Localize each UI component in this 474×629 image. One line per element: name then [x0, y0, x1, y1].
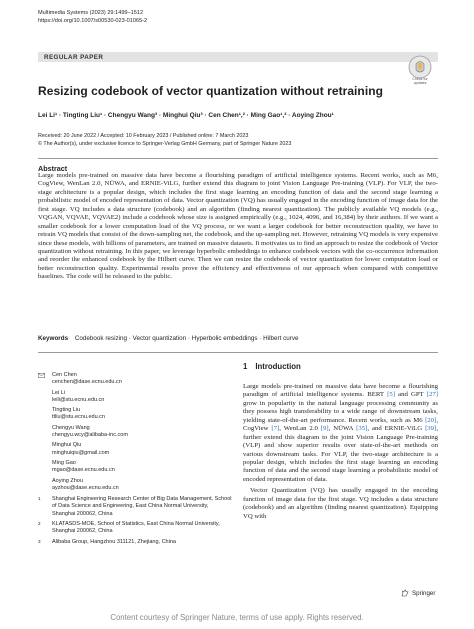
affiliation-text: KLATASDS-MOE, School of Statistics, East China Normal University, Shanghai 200062, China — [52, 521, 220, 535]
citation-link[interactable]: [27] — [426, 391, 438, 399]
citation-link[interactable]: [35] — [356, 425, 368, 433]
text-run: and GPT — [394, 391, 427, 399]
text-run: , CogView — [243, 416, 438, 433]
intro-paragraph — [243, 383, 438, 484]
received-dates: Received: 20 June 2022 / Accepted: 10 February 2023 / Published online: 7 March 2023 — [38, 133, 249, 139]
affiliation-number: 1 — [38, 496, 41, 502]
contact-email[interactable]: mgao@dase.ecnu.edu.cn — [52, 467, 115, 474]
contact-email[interactable]: ayzhou@dase.ecnu.edu.cn — [52, 484, 119, 491]
contact-email[interactable]: minghuiqiu@gmail.com — [52, 449, 110, 456]
affiliation — [38, 539, 233, 546]
copyright-line: © The Author(s), under exclusive licence to Springer-Verlag GmbH Germany, part of Springer Nature 2023 — [38, 141, 292, 147]
springer-horse-icon — [401, 589, 409, 597]
contact-email[interactable]: cenchen@dase.ecnu.edu.cn — [52, 379, 122, 386]
contact-email[interactable]: leili@stu.ecnu.edu.cn — [52, 396, 105, 403]
divider — [38, 352, 438, 353]
contact-item — [52, 460, 233, 475]
publication-dates — [38, 132, 291, 148]
citation-link[interactable]: [39] — [425, 425, 437, 433]
author-contacts — [38, 372, 233, 549]
contact-list — [38, 372, 233, 492]
text-run: , further extend this diagram to the joint Vision Language Pre-training (VLP) and show superior results over state-of-the-art methods on various downstream tasks. For VLP, the two-stage architecture is a popular design, which includes the first stage learning an encoding function of data and the second stage learning a probabilistic model of encoded representation of data. — [243, 425, 438, 483]
contact-item — [52, 372, 233, 387]
paper-title: Resizing codebook of vector quantization without retraining — [38, 84, 383, 98]
contact-item — [52, 407, 233, 422]
contact-name: Tingting Liu — [52, 407, 81, 414]
author-list: Lei Li¹ · Tingting Liu¹ · Chengyu Wang³ · Minghui Qiu³ · Cen Chen¹,² · Ming Gao¹,² · Aoying Zhou¹ — [38, 112, 334, 119]
publisher-name: Springer — [412, 589, 436, 597]
abstract-heading: Abstract — [38, 164, 68, 173]
affiliation-number: 3 — [38, 538, 41, 544]
section-number: 1 — [243, 362, 248, 371]
section-title: Introduction — [255, 362, 301, 371]
citation-link[interactable]: [5] — [387, 391, 395, 399]
contact-item — [52, 390, 233, 405]
text-run: , and ERNIE-ViLG — [367, 425, 426, 433]
contact-item — [52, 442, 233, 457]
affiliation-number: 2 — [38, 521, 41, 527]
badge-line-2: updates — [413, 81, 427, 86]
contact-name: Chengyu Wang — [52, 424, 90, 431]
contact-name: Lei Li — [52, 389, 66, 396]
journal-info — [38, 10, 147, 25]
intro-paragraph: Vector Quantization (VQ) has usually engaged in the encoding function of image data for the first stage. VQ includes a data structure (codebook) and an algorithm (finding nearest quantization). Equipping VQ with — [243, 487, 438, 520]
text-run: , NÜWA — [328, 425, 357, 433]
contact-item — [52, 478, 233, 493]
text-run: Large models pre-trained on massive data have become a flourishing paradigm of artificial intelligence systems. BERT — [243, 383, 438, 399]
paper-type-label: REGULAR PAPER — [44, 53, 104, 61]
keywords-label: Keywords — [38, 335, 69, 342]
keywords — [38, 335, 299, 342]
envelope-icon — [38, 373, 45, 378]
publisher-mark — [401, 589, 435, 597]
text-run: grow in popularity in the natural language processing community as they possess high transferability to a wide range of downstream tasks, yielding state-of-the-art performance. Recent works, such as M6 — [243, 399, 438, 424]
doi-link[interactable]: https://doi.org/10.1007/s00530-023-01065-2 — [38, 17, 148, 24]
citation-link[interactable]: [9] — [320, 425, 329, 433]
contact-name: Aoying Zhou — [52, 477, 83, 484]
abstract-text: Large models pre-trained on massive data have become a flourishing paradigm of artificial intelligence systems. Recent works, such as M6, CogView, WenLan 2.0, NÜWA, and ERNIE-ViLG, further extend this diagram to joint Vision Language Pre-training (VLP). For VLP, the two-stage architecture is a popular design, which includes the first stage learning an encoding function of data and the second stage learning a probabilistic model of encoded representation of data. Vector quantization (VQ) has usually engaged in the encoding function of image data for the first stage. VQ includes a data structure (codebook) and an algorithm (finding nearest quantization). The publicly available VQ models (e.g., VQGAN, VQVAE, VQVAE2) include a codebook whose size is assigned empirically (e.g., 1024, 4096, and 16,384) by their authors. If we want a smaller codebook for a lower computation load of the VQ process, or we want a larger codebook for better reconstruction quality, we have to retrain VQ models that consist of the down-sampling net, the codebook, and the up-sampling net. However, retraining VQ models is very expensive since these models, with billions of parameters, are trained on massive datasets. It motivates us to find an approach to resize the codebook of Vector quantization without retraining. In this paper, we leverage hyperbolic embeddings to enhance codebook vectors with the co-occurrence information and reorder the enhanced codebook by the Hilbert curve. Then we can resize the codebook of vector quantization for lower computation load or better reconstruction quality. Experimental results prove the efficiency and effectiveness of our approach when compared with competitive baselines. The code will be released to the public. — [38, 172, 438, 281]
check-for-updates-icon[interactable] — [408, 55, 432, 79]
section-heading — [243, 362, 301, 371]
contact-email[interactable]: chengyu.wcy@alibaba-inc.com — [52, 432, 128, 439]
contact-name: Cen Chen — [52, 372, 77, 378]
contact-item — [52, 425, 233, 440]
contact-name: Minghui Qiu — [52, 442, 82, 449]
citation-link[interactable]: [20] — [425, 416, 437, 424]
contact-email[interactable]: ttliu@stu.ecnu.edu.cn — [52, 414, 105, 421]
check-for-updates-label — [403, 77, 437, 85]
text-run: , WenLan 2.0 — [279, 425, 321, 433]
divider — [38, 158, 438, 159]
affiliation — [38, 496, 233, 518]
badge-line-1: Check for — [412, 77, 428, 81]
contact-name: Ming Gao — [52, 459, 76, 466]
footer-notice: Content courtesy of Springer Nature, terms of use apply. Rights reserved. — [110, 613, 364, 622]
introduction-body — [243, 383, 438, 524]
journal-citation: Multimedia Systems (2023) 29:1499–1512 — [38, 10, 144, 16]
affiliation — [38, 521, 233, 536]
keywords-text: Codebook resizing · Vector quantization · Hyperbolic embeddings · Hilbert curve — [74, 335, 299, 342]
affiliation-text: Shanghai Engineering Research Center of Big Data Management, School of Data Science and Engineering, East China Normal University, Shanghai 200062, China — [52, 496, 232, 517]
affiliation-text: Alibaba Group, Hangzhou 311121, Zhejiang, China — [52, 538, 176, 545]
citation-link[interactable]: [7] — [271, 425, 280, 433]
